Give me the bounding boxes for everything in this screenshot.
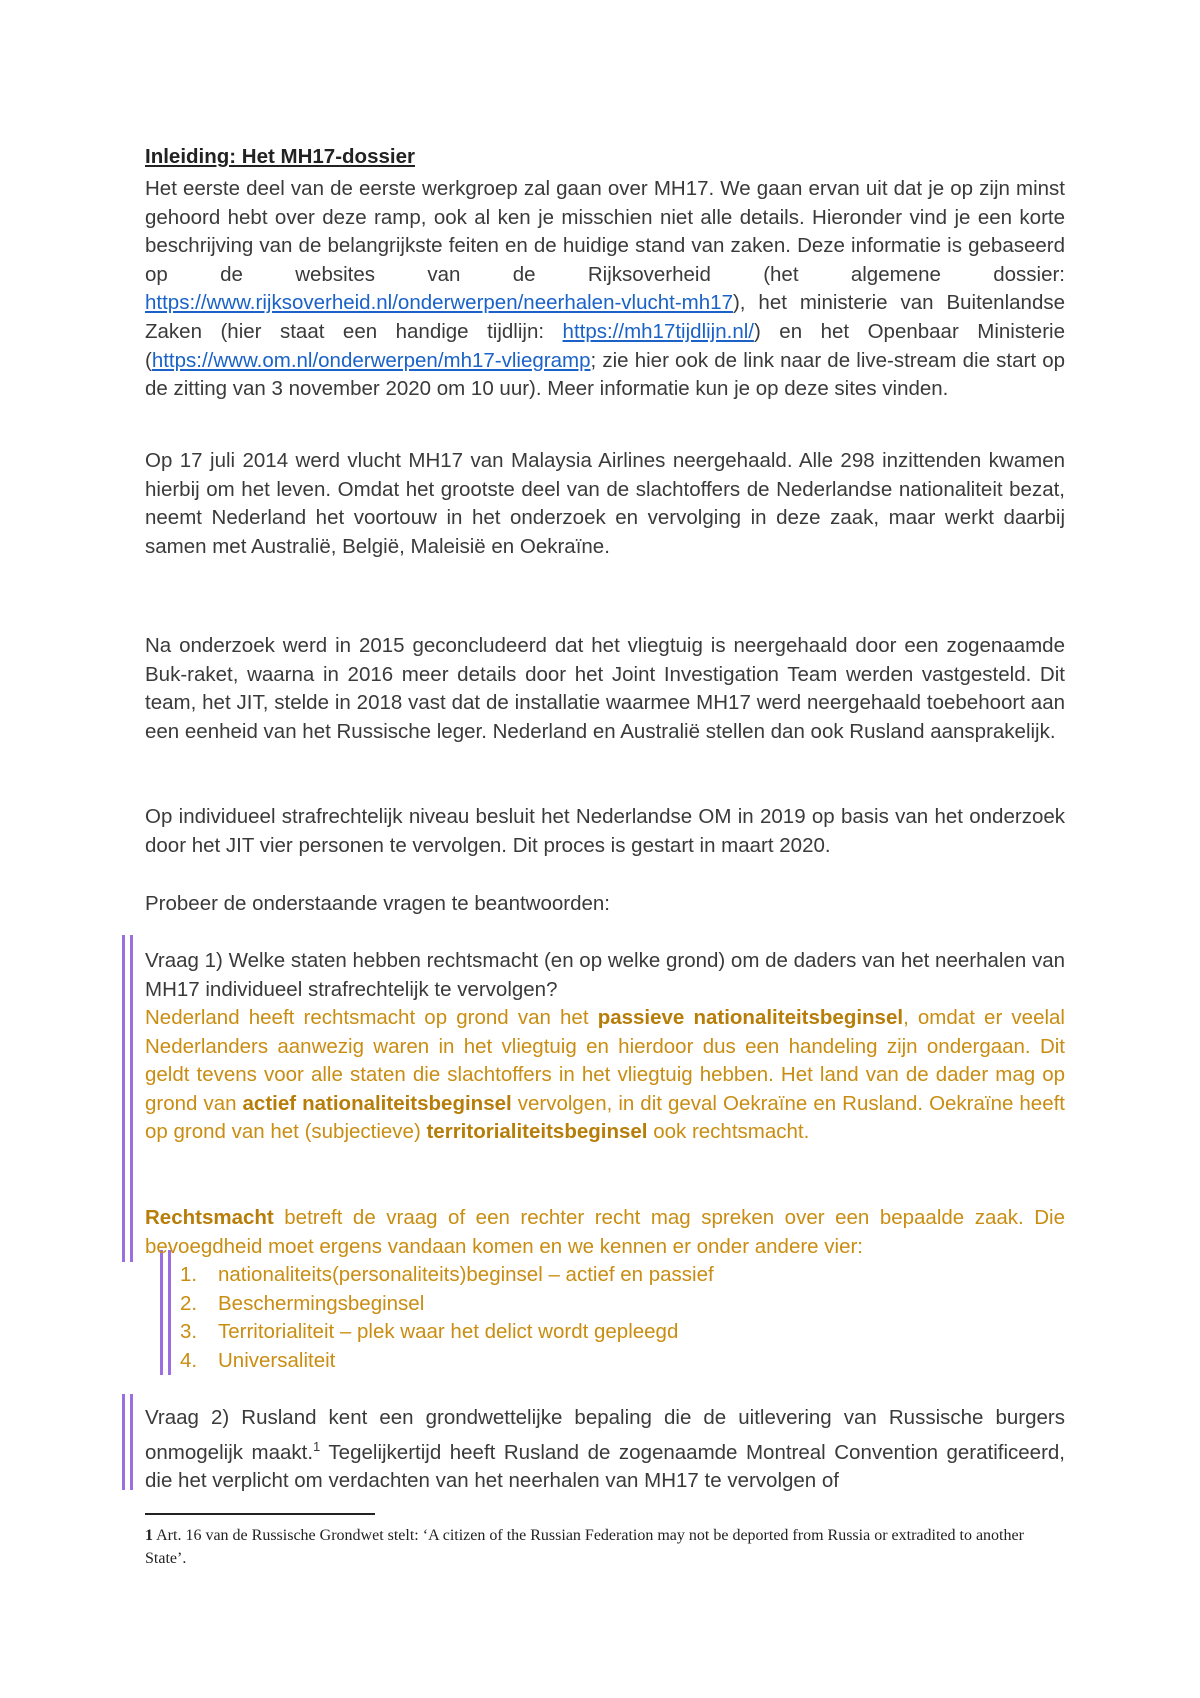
comment-bar [160,1250,163,1375]
footnote-text: Art. 16 van de Russische Grondwet stelt: ‘A citizen of the Russian Federation may not be deported from Russia or extradited to another State’. [145,1527,1024,1567]
comment-bar [130,1394,133,1490]
rijksoverheid-link[interactable]: https://www.rijksoverheid.nl/onderwerpen/neerhalen-vlucht-mh17 [145,291,733,315]
comment-bar [130,935,133,1262]
footnote-separator [145,1513,375,1515]
answer-text: Nederland heeft rechtsmacht op grond van het [145,1006,598,1029]
om-link[interactable]: https://www.om.nl/onderwerpen/mh17-vliegramp [151,348,591,372]
question-text: Vraag 2) Rusland kent een grondwettelijke bepaling die de uitlevering van Russische burgers onmogelijk maakt. [145,1406,1065,1464]
paragraph-instruction: Probeer de onderstaande vragen te beantwoorden: [145,892,611,915]
list-label: Territorialiteit – plek waar het delict wordt gepleegd [218,1320,679,1344]
list-label: Beschermingsbeginsel [218,1291,425,1315]
comment-bar [122,935,125,1262]
footnote-number: 1 [145,1527,153,1544]
paragraph-investigation: Na onderzoek werd in 2015 geconcludeerd dat het vliegtuig is neergehaald door een zogenaamde Buk-raket, waarna in 2016 meer details door het Joint Investigation Team werden vastgesteld. Dit team, het JIT, stelde in 2018 vast dat de installatie waarmee MH17 werd neergehaald toebehoort aan een eenheid van het Russische leger. Nederland en Australië stellen dan ook Rusland aansprakelijk. [145,634,1065,743]
footnote-reference[interactable]: 1 [313,1438,321,1454]
answer-text: ook rechtsmacht. [647,1120,810,1144]
answer-text: , omdat er veelal Nederlanders aanwezig waren in het vliegtuig en hierdoor dus een handeling zijn ondergaan. Dit geldt tevens voor alle staten die slachtoffers in het vliegtuig hebben. Het land van de dader mag op grond van [145,1006,1065,1115]
intro-text: ; zie hier ook de link naar de live-stream die start op de zitting van 3 november 2020 om 10 uur). Meer informatie kun je op deze sites vinden. [145,348,1065,401]
answer-bold-term: actief nationaliteitsbeginsel [242,1091,512,1115]
answer-bold-term: Rechtsmacht [145,1206,274,1229]
page-title: Inleiding: Het MH17-dossier [145,145,415,168]
list-number: 4. [180,1348,198,1372]
answer-1-jurisdiction-paragraph [145,1204,1065,1261]
footnote [145,1524,1045,1570]
intro-text: ), het ministerie van Buitenlandse Zaken (hier staat een handige tijdlijn: [145,291,1065,343]
list-number: 3. [180,1320,198,1344]
list-number: 2. [180,1291,198,1315]
answer-bold-term: passieve nationaliteitsbeginsel [597,1006,904,1029]
answer-text: vervolgen, in dit geval Oekraïne en Rusland. Oekraïne heeft op grond van het (subjectieve) [145,1091,1066,1144]
list-item [180,1261,980,1290]
answer-text: betreft de vraag of een rechter recht mag spreken over een bepaalde zaak. Die bevoegdheid moet ergens vandaan komen en we kennen er onder andere vier: [145,1206,1065,1258]
list-label: nationaliteits(personaliteits)beginsel – actief en passief [218,1263,714,1286]
paragraph-mh17-facts: Op 17 juli 2014 werd vlucht MH17 van Malaysia Airlines neergehaald. Alle 298 inzittenden kwamen hierbij om het leven. Omdat het grootste deel van de slachtoffers de Nederlandse nationaliteit bezat, neemt Nederland het voortouw in het onderzoek en vervolging in deze zaak, maar werkt daarbij samen met Australië, België, Maleisië en Oekraïne. [145,449,1065,558]
list-number: 1. [180,1263,198,1286]
intro-paragraph [145,175,1065,404]
list-label: Universaliteit [218,1348,336,1372]
comment-bar [122,1394,125,1490]
intro-text: ) en het Openbaar Ministerie ( [145,319,1065,372]
intro-text: Het eerste deel van de eerste werkgroep zal gaan over MH17. We gaan ervan uit dat je op zijn minst gehoord hebt over deze ramp, ook al ken je misschien niet alle details. Hieronder vind je een korte beschrijving van de belangrijkste feiten en de huidige stand van zaken. Deze informatie is gebaseerd op de websites van de Rijksoverheid (het algemene dossier: [145,177,1065,286]
list-item [180,1347,980,1376]
answer-bold-term: territorialiteitsbeginsel [426,1120,648,1144]
list-item [180,1290,980,1319]
question-text: Tegelijkertijd heeft Rusland de zogenaamde Montreal Convention geratificeerd, die het verplicht om verdachten van het neerhalen van MH17 te vervolgen of [145,1440,1065,1493]
list-item [180,1318,980,1347]
jurisdiction-list [180,1261,980,1375]
question-2 [145,1404,1065,1496]
comment-bar [168,1250,171,1375]
answer-1-paragraph [145,1004,1065,1147]
question-1: Vraag 1) Welke staten hebben rechtsmacht (en op welke grond) om de daders van het neerhalen van MH17 individueel strafrechtelijk te vervolgen? [145,949,1065,1001]
tijdlijn-link[interactable]: https://mh17tijdlijn.nl/ [562,319,754,343]
paragraph-prosecution: Op individueel strafrechtelijk niveau besluit het Nederlandse OM in 2019 op basis van het onderzoek door het JIT vier personen te vervolgen. Dit proces is gestart in maart 2020. [145,805,1065,857]
